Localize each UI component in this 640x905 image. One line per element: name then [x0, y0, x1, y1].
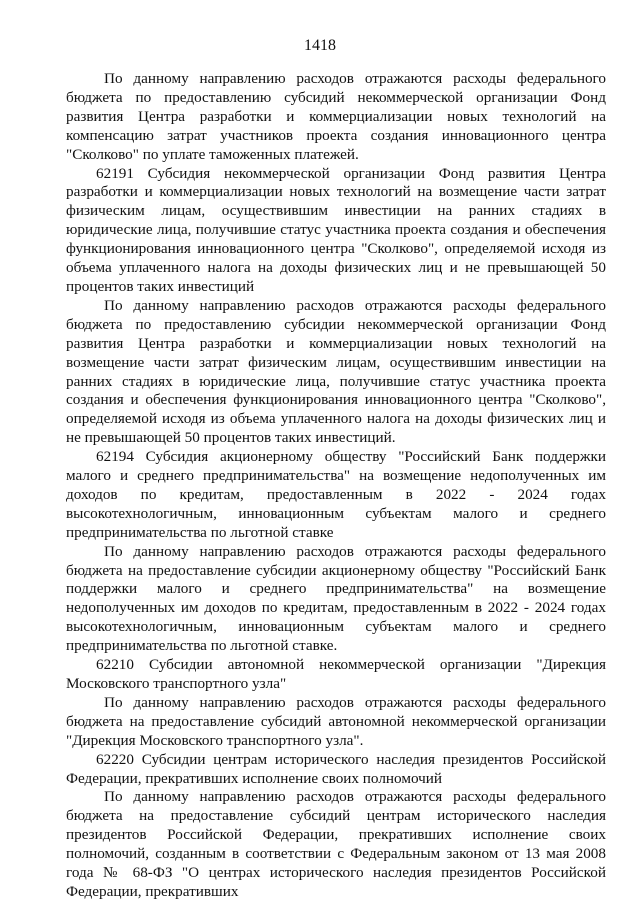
paragraph-skolkovo-customs-description: По данному направлению расходов отражаются расходы федерального бюджета по предоставлению субсидий некоммерческой организации Фонд развития Центра разработки и коммерциализации новых технологий на компенсацию затрат участников проекта создания инновационного центра "Сколково" по уплате таможенных платежей. [66, 70, 606, 163]
paragraph-code-62220: 62220 Субсидии центрам исторического наследия президентов Российской Федерации, прекративших исполнение своих полномочий [66, 750, 606, 787]
paragraph-code-62210: 62210 Субсидии автономной некоммерческой организации "Дирекция Московского транспортного узла" [66, 656, 606, 692]
paragraph-code-62210-description: По данному направлению расходов отражаются расходы федерального бюджета на предоставление субсидий автономной некоммерческой организации "Дирекция Московского транспортного узла". [66, 693, 606, 749]
page-number: 1418 [304, 37, 336, 54]
paragraph-code-62194-description: По данному направлению расходов отражаются расходы федерального бюджета на предоставление субсидии акционерному обществу "Российский Банк поддержки малого и среднего предпринимательства" на возмещение недополученных им доходов по кредитам, предоставленным в 2022 - 2024 годах высокотехнологичным, инновационным субъектам малого и среднего предпринимательства по льготной ставке. [66, 542, 606, 655]
paragraph-code-62191-description: По данному направлению расходов отражаются расходы федерального бюджета по предоставлению субсидии некоммерческой организации Фонд развития Центра разработки и коммерциализации новых технологий на возмещение части затрат физическим лицам, осуществившим инвестиции на ранних стадиях в юридические лица, получившие статус участника проекта создания и обеспечения функционирования инновационного центра "Сколково", определяемой исходя из объема уплаченного налога на доходы физических лиц и не превышающей 50 процентов таких инвестиций. [66, 296, 606, 447]
paragraph-code-62191: 62191 Субсидия некоммерческой организации Фонд развития Центра разработки и коммерциализации новых технологий на возмещение части затрат физическим лицам, осуществившим инвестиции на ранних стадиях в юридические лица, получившие статус участника проекта создания и обеспечения функционирования инновационного центра "Сколково", определяемой исходя из объема уплаченного налога на доходы физических лиц и не превышающей 50 процентов таких инвестиций [66, 164, 606, 295]
document-body [66, 70, 606, 902]
paragraph-code-62220-description: По данному направлению расходов отражаются расходы федерального бюджета на предоставление субсидий центрам исторического наследия президентов Российской Федерации, прекративших исполнение своих полномочий, созданным в соответствии с Федеральным законом от 13 мая 2008 года № 68-ФЗ "О центрах исторического наследия президентов Российской Федерации, прекративших [66, 788, 606, 900]
paragraph-code-62194: 62194 Субсидия акционерному обществу "Российский Банк поддержки малого и среднего предпринимательства" на возмещение недополученных им доходов по кредитам, предоставленным в 2022 - 2024 годах высокотехнологичным, инновационным субъектам малого и среднего предпринимательства по льготной ставке [66, 448, 606, 541]
